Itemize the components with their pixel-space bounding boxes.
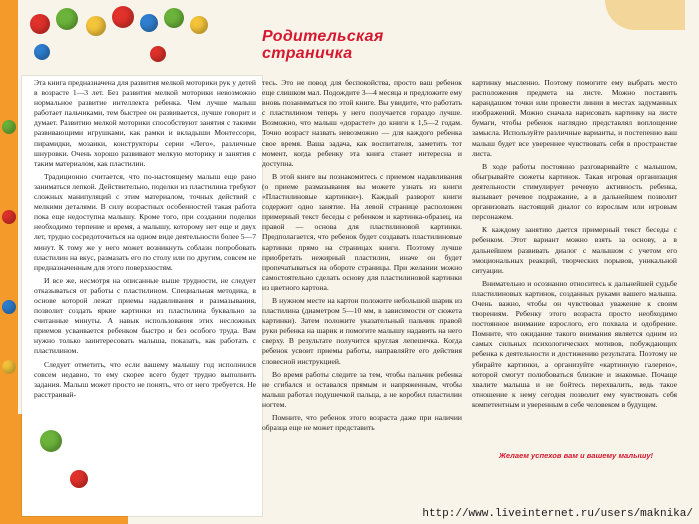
paragraph: К каждому занятию дается примерный текст беседы с ребенком. Этот вариант можно взять за основу, а в дальнейшем развивать диалог с малышом с учетом его эмоциональных реакций, творческих порывов, уникальной ситуации. bbox=[472, 225, 677, 275]
plasticine-ball-icon bbox=[140, 14, 158, 32]
orange-border bbox=[0, 0, 18, 524]
paragraph: картинку мысленно. Поэтому помогите ему выбрать место расположения предмета на листе. Можно поставить карандашом точки или провести линии в местах задуманных изображений. Можно сначала нарисовать картинку на листе бумаги, чтобы ребенок наглядно представлял воплощение замысла. Используйте различные варианты, и постепенно ваш малыш будет все увереннее чувствовать себя в пространстве листа. bbox=[472, 78, 677, 158]
closing-wish: Желаем успехов вам и вашему малышу! bbox=[498, 451, 654, 460]
paragraph: В ходе работы постоянно разговаривайте с малышом, обыгрывайте сюжеты картинок. Такая игровая организация деятельности стимулирует речевую активность ребенка, вызывает речевое подражание, а в дальнейшем позволит организовать настоящий диалог со взрослым или игровым персонажем. bbox=[472, 161, 677, 222]
paragraph: И все же, несмотря на описанные выше трудности, не следует отказываться от работы с пластилином. Специальная методика, в основе которой лежат приемы надавливания и размазывания, позволит создать яркие картинки из пластилина буквально за считанные минуты. А навык использования этих несложных приемов усваивается ребенком быстро и без особого труда. Вам нужно только заинтересовать малыша, показать, как работать с пластилином. bbox=[34, 275, 256, 356]
paragraph: Эта книга предназначена для развития мелкой моторики рук у детей в возрасте 1—3 лет. Без развития мелкой моторики невозможно нормальное развитие интеллекта ребенка. Чем лучше малыш работает пальчиками, тем быстрее он развивается, лучше говорит и думает. Развитию мелкой моторики способствуют занятия с такими развивающими игрушками, как рамки и вкладыши Монтессори, пирамидки, мозаики, конструкторы серии «Лего», различные шнуровки. Очень хорошо развивают мелкую моторику и занятия с таким материалом, как пластилин. bbox=[34, 78, 256, 168]
title-line-1: Родительская bbox=[262, 28, 384, 45]
plasticine-ball-icon bbox=[2, 360, 16, 374]
plasticine-ball-icon bbox=[86, 16, 106, 36]
plasticine-ball-icon bbox=[56, 8, 78, 30]
paragraph: Помните, что ребенок этого возраста даже при наличии образца еще не может представить bbox=[262, 413, 462, 433]
plasticine-ball-icon bbox=[30, 14, 50, 34]
text-column-3 bbox=[472, 78, 677, 446]
source-watermark: http://www.liveinternet.ru/users/maknika/ bbox=[422, 508, 693, 520]
plasticine-ball-icon bbox=[2, 120, 16, 134]
text-column-2 bbox=[262, 78, 462, 498]
page-title bbox=[262, 28, 462, 62]
title-line-2: страничка bbox=[262, 45, 353, 62]
plasticine-ball-icon bbox=[2, 210, 16, 224]
paragraph: Во время работы следите за тем, чтобы пальчик ребенка не сгибался и оставался прямым и напряженным, чтобы малыш работал подушечкой пальца, а не коробил пластилин ногтем. bbox=[262, 369, 462, 409]
text-column-1 bbox=[34, 78, 256, 498]
plasticine-ball-icon bbox=[2, 300, 16, 314]
cup-decoration bbox=[605, 0, 685, 30]
paragraph: В этой книге вы познакомитесь с приемом надавливания (о приеме размазывания вы можете узнать из книги «Пластилиновые картинки»). Каждый разворот книги содержит одно занятие. На левой странице расположен примерный текст беседы с ребенком и картинка-образец, на правой — основа для пластилиновой картинки. Предполагается, что ребенок будет создавать пластилиновые картинки прямо на страницах книги. Поэтому лучше приобретать нежирный пластилин, иначе он будет пропечатываться на обороте страницы. При желании можно самостоятельно сделать основу для пластилиновой картинки из цветного картона. bbox=[262, 171, 462, 292]
paragraph: Внимательно и осознанно относитесь к дальнейшей судьбе пластилиновых картинок, созданных руками вашего малыша. Очень важно, чтобы он чувствовал уважение к своим творениям. Ребенку этого возраста просто необходимо постоянное внимание взрослого, его похвала и одобрение. Помните, что ожидание такого внимания является одним из самых сильных психологических мотивов, побуждающих ребенка к деятельности и достижению результата. Поэтому не убирайте картинки, а организуйте «картинную галерею», которой смогут полюбоваться близкие и знакомые. Почаще хвалите малыша и не бойтесь перехвалить, ведь такое отношение к нему сегодня позволит ему чувствовать себя компетентным и уверенным в себе человеком в будущем. bbox=[472, 278, 677, 409]
paragraph: В нужном месте на картон положите небольшой шарик из пластилина (диаметром 5—10 мм, в зависимости от сюжета картинки). Затем положите указательный пальчик правой руки ребенка на шарик и помогите малышу надавить на него сверху. В результате получится круглая лепешечка. Когда ребенок усвоит приемы работы, направляйте его действия словесной инструкцией. bbox=[262, 295, 462, 366]
plasticine-ball-icon bbox=[150, 46, 166, 62]
plasticine-ball-icon bbox=[112, 6, 134, 28]
paragraph: тесь. Это не повод для беспокойства, просто ваш ребенок еще слишком мал. Подождите 3—4 месяца и предложите ему вновь позаниматься по этой книге. Вы увидите, что работать с пластилином теперь у него получается гораздо лучше. Возможно, что малыш «дорастет» до книги к 1,5—2 годам. Точно возраст назвать невозможно — для каждого ребенка свое время. Ваша задача, как воспитателя, заметить тот момент, когда ребенку эта книга станет интересна и доступна. bbox=[262, 78, 462, 168]
plasticine-ball-icon bbox=[34, 44, 50, 60]
paragraph: Следует отметить, что если вашему малышу год исполнился совсем недавно, то ему скорее всего будет трудно выполнить задания. Малыш может просто не понять, что от него требуется. Не расстраивай- bbox=[34, 359, 256, 399]
plasticine-ball-icon bbox=[164, 8, 184, 28]
paragraph: Традиционно считается, что по-настоящему малыш еще рано заниматься лепкой. Действительно, поделки из пластилина требуют сложных манипуляций с этим материалом, точных действий с мелкими деталями. В силу возрастных особенностей такая работа пока еще недоступна малышу. Кроме того, при создании поделки необходимо терпение и время, а малышу, которому нет еще и двух лет, трудно сосредоточиться на одном виде деятельности более 5—7 минут. К тому же у него может возникнуть соблазн попробовать пластилин на вкус, размазать его по столу или по другим, совсем не предназначенным для этого поверхностям. bbox=[34, 171, 256, 272]
plasticine-ball-icon bbox=[190, 16, 208, 34]
